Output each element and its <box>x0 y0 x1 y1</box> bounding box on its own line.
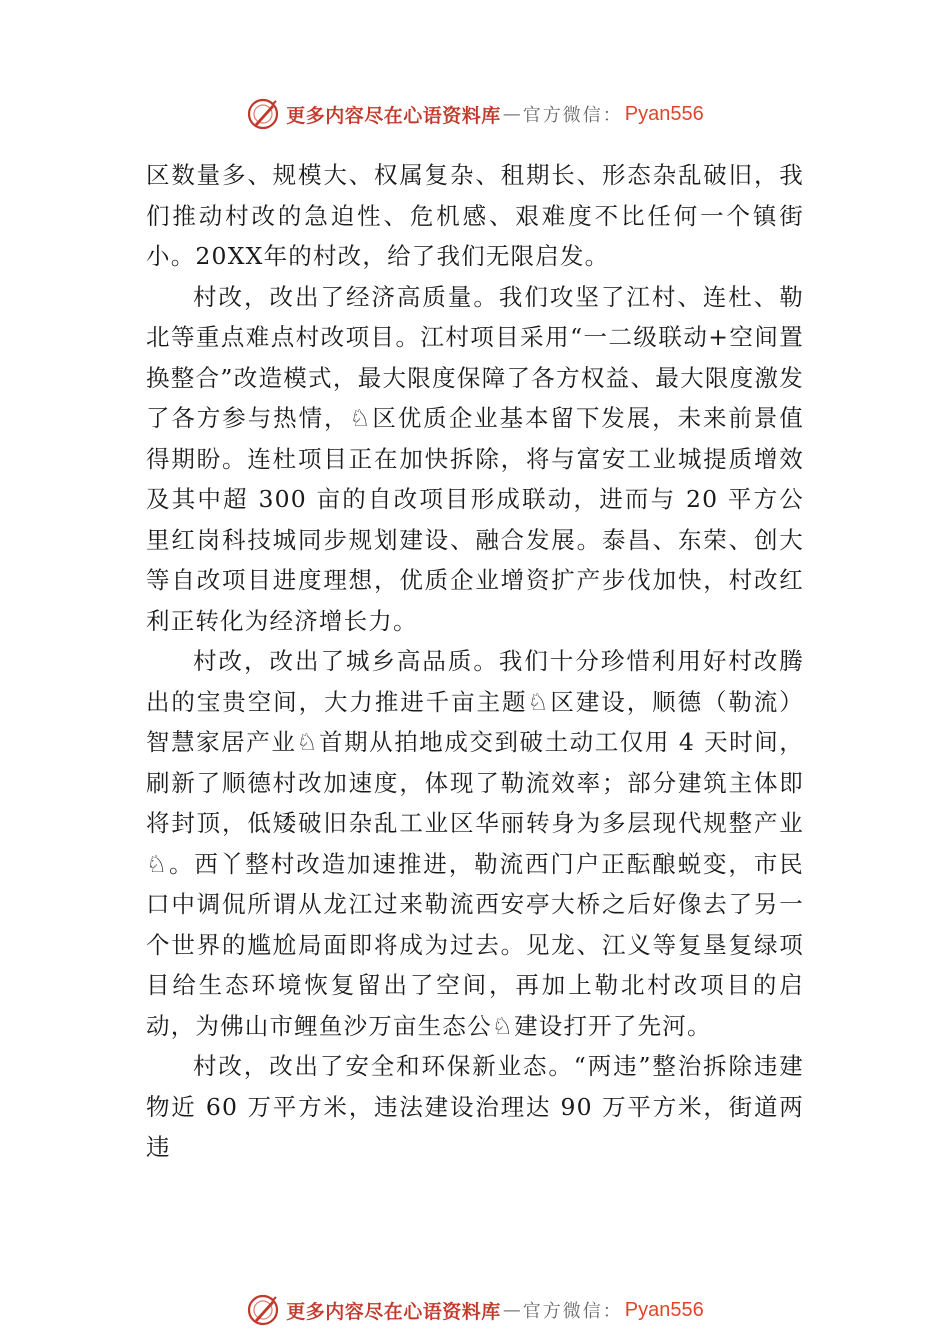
footer-brand-text: 更多内容尽在心语资料库 <box>286 1300 501 1323</box>
header-wechat-label: 官方微信： <box>522 105 623 126</box>
footer-wechat-label: 官方微信： <box>522 1301 623 1322</box>
document-body <box>146 155 804 1168</box>
footer-wechat-account: Pyan556 <box>624 1298 704 1321</box>
header-wechat-account: Pyan556 <box>624 102 704 125</box>
paragraph-safety-environment: 村改，改出了安全和环保新业态。“两违”整治拆除违建物近 60 万平方米，违法建设治理达 90 万平方米，街道两违 <box>146 1052 804 1161</box>
footer-banner <box>0 1290 950 1330</box>
header-brand-text: 更多内容尽在心语资料库 <box>286 104 501 127</box>
header-banner <box>0 94 950 134</box>
paragraph-economy: 村改，改出了经济高质量。我们攻坚了江村、连杜、勒北等重点难点村改项目。江村项目采用“一二级联动+空间置换整合”改造模式，最大限度保障了各方权益、最大限度激发了各方参与热情，♘区优质企业基本留下发展，未来前景值得期盼。连杜项目正在加快拆除，将与富安工业城提质增效及其中超 300 亩的自改项目形成联动，进而与 20 平方公里红岗科技城同步规划建设、融合发展。泰昌、东荣、创大等自改项目进度理想，优质企业增资扩产步伐加快，村改红利正转化为经济增长力。 <box>146 282 804 635</box>
paragraph-urban-quality: 村改，改出了城乡高品质。我们十分珍惜利用好村改腾出的宝贵空间，大力推进千亩主题♘区建设，顺德（勒流）智慧家居产业♘首期从拍地成交到破土动工仅用 4 天时间，刷新了顺德村改加速度，体现了勒流效率；部分建筑主体即将封顶，低矮破旧杂乱工业区华丽转身为多层现代规整产业♘。西丫整村改造加速推进，勒流西门户正酝酿蜕变，市民口中调侃所谓从龙江过来勒流西安亭大桥之后好像去了另一个世界的尴尬局面即将成为过去。见龙、江义等复垦复绿项目给生态环境恢复留出了空间，再加上勒北村改项目的启动，为佛山市鲤鱼沙万亩生态公♘建设打开了先河。 <box>146 647 804 1040</box>
quill-seal-icon <box>246 1293 280 1327</box>
header-separator: — <box>502 103 521 125</box>
quill-seal-icon <box>246 97 280 131</box>
paragraph-continuation: 区数量多、规模大、权属复杂、租期长、形态杂乱破旧，我们推动村改的急迫性、危机感、艰难度不比任何一个镇街小。20XX年的村改，给了我们无限启发。 <box>146 161 804 270</box>
footer-separator: — <box>502 1299 521 1321</box>
